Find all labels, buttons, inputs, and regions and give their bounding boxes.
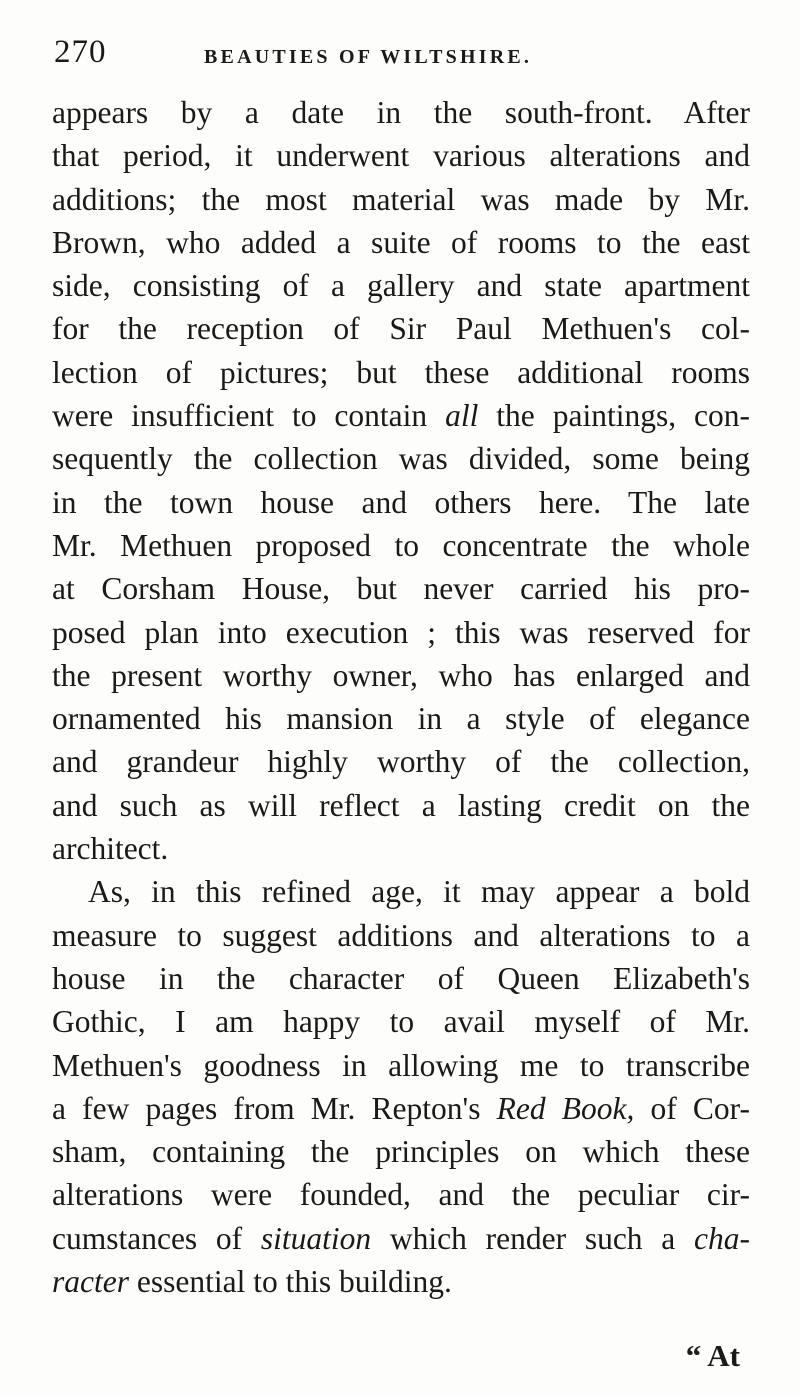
catchword: “ At: [685, 1338, 740, 1373]
text-line: side, consisting of a gallery and state apartment: [52, 268, 750, 304]
text-line: appears by a date in the south-front. After: [52, 95, 750, 130]
text-line: Mr. Methuen proposed to concentrate the whole: [52, 527, 750, 563]
text-line: Brown, who added a suite of rooms to the east: [52, 224, 750, 260]
text-line: sham, containing the principles on which these: [52, 1134, 750, 1170]
text-line: that period, it underwent various alterations and: [52, 138, 750, 174]
body-text: [52, 91, 750, 1303]
text-line: house in the character of Queen Elizabeth's: [52, 960, 750, 996]
page-number: 270: [54, 34, 107, 70]
text-line: sequently the collection was divided, some being: [52, 441, 750, 477]
text-line: alterations were founded, and the peculiar cir-: [52, 1177, 750, 1213]
text-line: posed plan into execution ; this was reserved for: [52, 614, 750, 650]
text-line: measure to suggest additions and alterations to a: [52, 917, 750, 953]
text-line: and such as will reflect a lasting credit on the: [52, 787, 750, 823]
running-title: BEAUTIES OF WILTSHIRE.: [204, 46, 533, 68]
text-line: architect.: [52, 831, 169, 867]
text-line: for the reception of Sir Paul Methuen's col-: [52, 311, 750, 347]
text-line: As, in this refined age, it may appear a bold: [88, 874, 750, 910]
text-line: at Corsham House, but never carried his pro-: [52, 571, 750, 607]
running-head: [54, 34, 746, 74]
text-line: cumstances of situation which render such a cha-: [52, 1220, 750, 1256]
text-line: racter essential to this building.: [52, 1264, 452, 1300]
text-line: lection of pictures; but these additional rooms: [52, 354, 750, 390]
paragraph-2: [52, 870, 750, 1303]
text-line: Gothic, I am happy to avail myself of Mr.: [52, 1004, 750, 1040]
text-line: the present worthy owner, who has enlarged and: [52, 657, 750, 693]
text-line: Methuen's goodness in allowing me to transcribe: [52, 1047, 750, 1083]
paragraph-1: [52, 91, 750, 870]
text-line: ornamented his mansion in a style of elegance: [52, 701, 750, 737]
text-line: were insufficient to contain all the paintings, con-: [52, 398, 750, 434]
text-line: in the town house and others here. The late: [52, 484, 750, 520]
text-line: and grandeur highly worthy of the collection,: [52, 744, 750, 780]
text-line: additions; the most material was made by Mr.: [52, 181, 750, 217]
text-line: a few pages from Mr. Repton's Red Book, of Cor-: [52, 1090, 751, 1126]
